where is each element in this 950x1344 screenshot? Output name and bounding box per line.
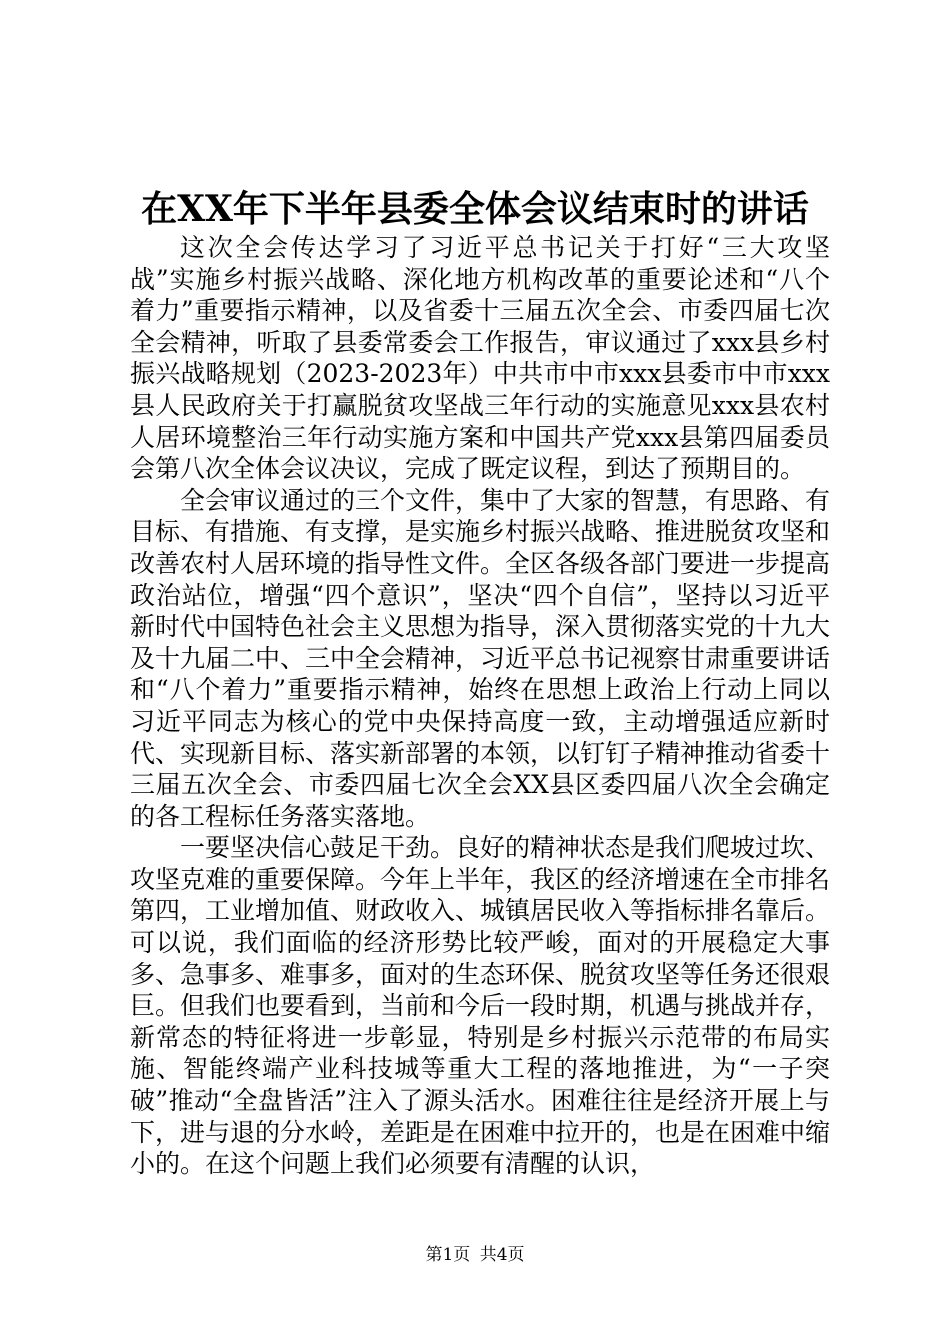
paragraph-2: 全会审议通过的三个文件，集中了大家的智慧，有思路、有目标、有措施、有支撑，是实施乡村振兴战略、推进脱贫攻坚和改善农村人居环境的指导性文件。全区各级各部门要进一步提高政治站位，增强“四个意识”，坚决“四个自信”，坚持以习近平新时代中国特色社会主义思想为指导，深入贯彻落实党的十九大及十九届二中、三中全会精神，习近平总书记视察甘肃重要讲话和“八个着力”重要指示精神，始终在思想上政治上行动上同以习近平同志为核心的党中央保持高度一致，主动增强适应新时代、实现新目标、落实新部署的本领，以钉钉子精神推动省委十三届五次全会、市委四届七次全会XX县区委四届八次全会确定的各工程标任务落实落地。 — [130, 485, 831, 831]
page-footer — [0, 1244, 950, 1266]
page-total: 共4页 — [479, 1245, 525, 1265]
page-number: 第1页 — [425, 1245, 471, 1265]
paragraph-3: 一要坚决信心鼓足干劲。良好的精神状态是我们爬坡过坎、攻坚克难的重要保障。今年上半年，我区的经济增速在全市排名第四，工业增加值、财政收入、城镇居民收入等指标排名靠后。可以说，我们面临的经济形势比较严峻，面对的开展稳定大事多、急事多、难事多，面对的生态环保、脱贫攻坚等任务还很艰巨。但我们也要看到，当前和今后一段时期，机遇与挑战并存，新常态的特征将进一步彰显，特别是乡村振兴示范带的布局实施、智能终端产业科技城等重大工程的落地推进，为“一子突破”推动“全盘皆活”注入了源头活水。困难往往是经济开展上与下，进与退的分水岭，差距是在困难中拉开的，也是在困难中缩小的。在这个问题上我们必须要有清醒的认识， — [130, 833, 831, 1179]
paragraph-1: 这次全会传达学习了习近平总书记关于打好“三大攻坚战”实施乡村振兴战略、深化地方机构改革的重要论述和“八个着力”重要指示精神，以及省委十三届五次全会、市委四届七次全会精神，听取了县委常委会工作报告，审议通过了xxx县乡村振兴战略规划（2023-2023年）中共市中市xxx县委市中市xxx县人民政府关于打赢脱贫攻坚战三年行动的实施意见xxx县农村人居环境整治三年行动实施方案和中国共产党xxx县第四届委员会第八次全体会议决议，完成了既定议程，到达了预期目的。 — [130, 233, 830, 484]
document-body — [130, 232, 830, 1180]
document-title: 在XX年下半年县委全体会议结束时的讲话 — [141, 188, 809, 230]
